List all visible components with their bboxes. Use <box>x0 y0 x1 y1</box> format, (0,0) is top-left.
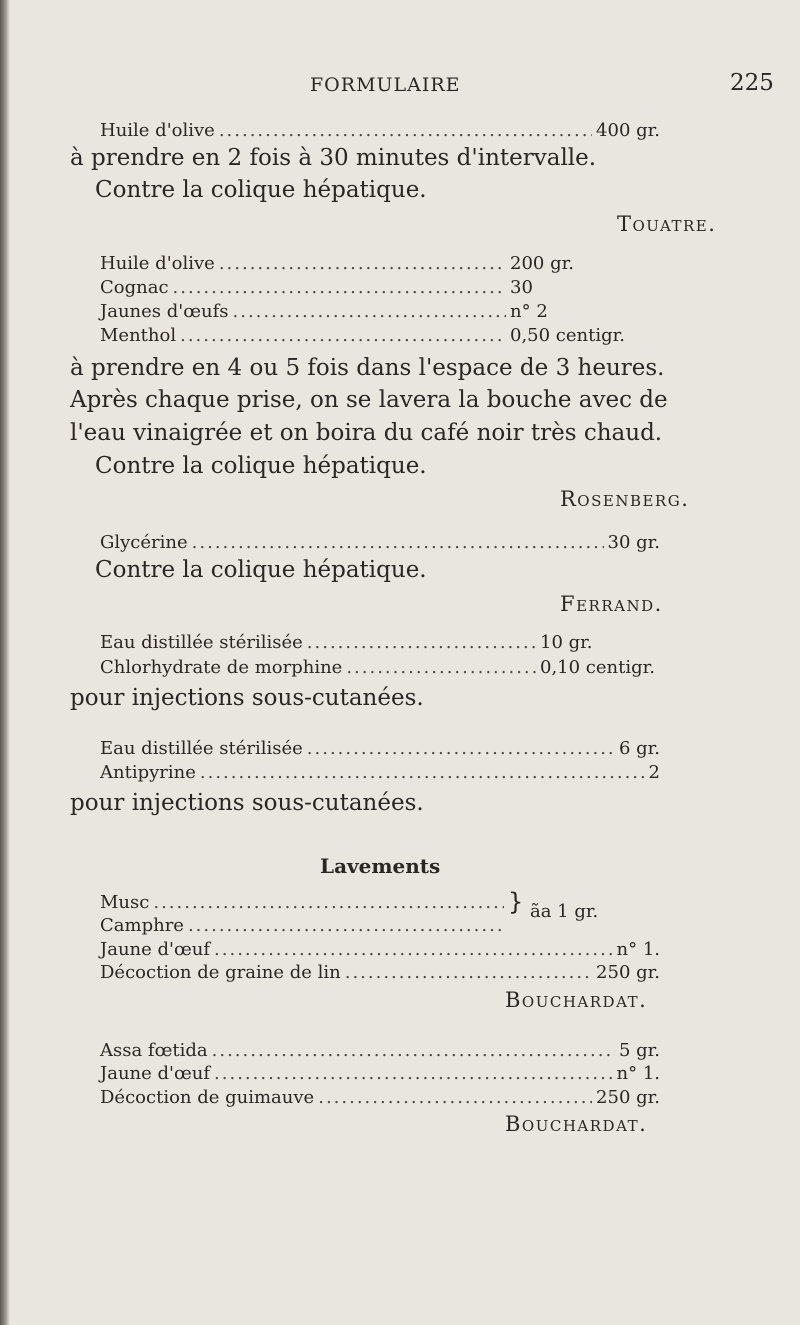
author-name: Ferrand. <box>560 592 663 616</box>
ingredient-line: Jaune d'œuf ..... n° 1. <box>100 939 660 960</box>
ingredient-line: Eau distillée stérilisée ..... 10 gr. <box>100 632 690 653</box>
ingredient-line: Décoction de graine de lin ..... 250 gr. <box>100 962 660 983</box>
ingredient-line: Glycérine ..... 30 gr. <box>100 532 660 553</box>
instruction-text: Après chaque prise, on se lavera la bouche avec de <box>70 387 668 413</box>
indication-text: Contre la colique hépatique. <box>95 177 427 203</box>
page-header <box>0 70 800 104</box>
instruction-text: à prendre en 4 ou 5 fois dans l'espace de 3 heures. <box>70 355 665 381</box>
page-number: 225 <box>730 70 774 96</box>
instruction-text: l'eau vinaigrée et on boira du café noir très chaud. <box>70 420 663 446</box>
ingredient-line: Jaunes d'œufs ..... n° 2 <box>100 301 660 322</box>
author-name: Bouchardat. <box>505 1112 648 1136</box>
ingredient-line: Chlorhydrate de morphine ..... 0,10 centigr. <box>100 657 690 678</box>
ingredient-line: Antipyrine ..... 2 <box>100 762 660 783</box>
ingredient-line: Huile d'olive ..... 200 gr. <box>100 253 660 274</box>
ingredient-line: Musc ..... <box>100 892 508 913</box>
ingredient-line: Décoction de guimauve ..... 250 gr. <box>100 1087 660 1108</box>
author-name: Bouchardat. <box>505 988 648 1012</box>
brace-symbol: } <box>508 888 524 916</box>
indication-text: Contre la colique hépatique. <box>95 557 427 583</box>
author-name: Rosenberg. <box>560 487 690 511</box>
indication-text: Contre la colique hépatique. <box>95 453 427 479</box>
brace-amount: ãa 1 gr. <box>530 901 599 922</box>
instruction-text: à prendre en 2 fois à 30 minutes d'intervalle. <box>70 145 597 171</box>
ingredient-line: Cognac ..... 30 <box>100 277 660 298</box>
section-title: Lavements <box>320 854 441 878</box>
author-name: Touatre. <box>617 212 717 236</box>
ingredient-line: Menthol ..... 0,50 centigr. <box>100 325 660 346</box>
page-edge <box>0 0 10 1325</box>
ingredient-line: Jaune d'œuf ..... n° 1. <box>100 1063 660 1084</box>
instruction-text: pour injections sous-cutanées. <box>70 790 424 816</box>
ingredient-line: Assa fœtida ..... 5 gr. <box>100 1040 660 1061</box>
ingredient-line: Huile d'olive ..... 400 gr. <box>100 120 660 141</box>
instruction-text: pour injections sous-cutanées. <box>70 685 424 711</box>
running-title: FORMULAIRE <box>310 74 461 96</box>
ingredient-line: Camphre ..... <box>100 915 508 936</box>
ingredient-line: Eau distillée stérilisée ..... 6 gr. <box>100 738 660 759</box>
